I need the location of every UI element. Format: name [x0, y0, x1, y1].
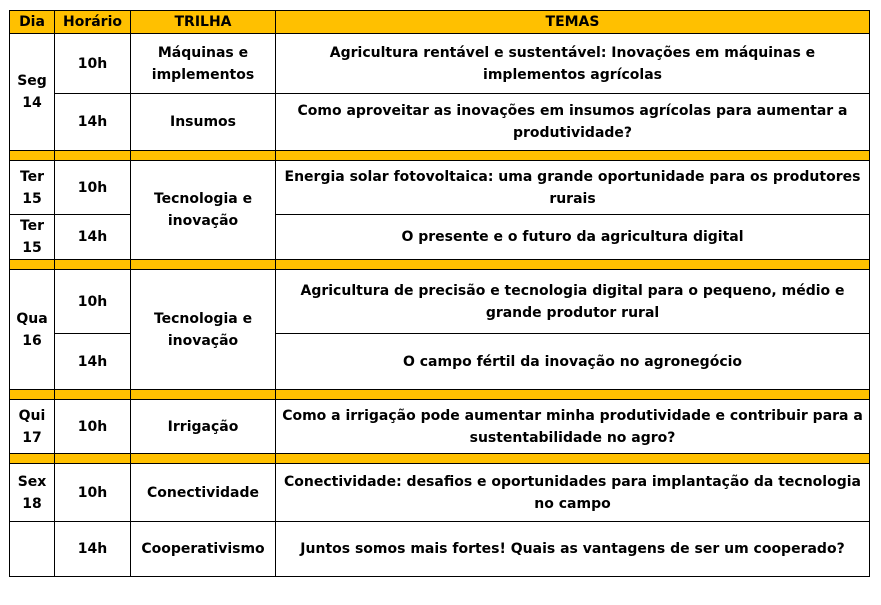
track-cell: Máquinas e implementos [131, 34, 276, 94]
day-cell: Seg 14 [10, 34, 55, 151]
table-row [10, 464, 870, 522]
table-row [10, 94, 870, 151]
day-cell: Sex 18 [10, 464, 55, 522]
separator-row [10, 454, 870, 464]
table-row [10, 34, 870, 94]
theme-cell: Como aproveitar as inovações em insumos agrícolas para aumentar a produtividade? [276, 94, 870, 151]
track-cell: Insumos [131, 94, 276, 151]
theme-cell: Agricultura de precisão e tecnologia digital para o pequeno, médio e grande produtor rural [276, 270, 870, 334]
day-cell [10, 522, 55, 577]
track-cell: Irrigação [131, 400, 276, 454]
theme-cell: Conectividade: desafios e oportunidades para implantação da tecnologia no campo [276, 464, 870, 522]
theme-cell: O presente e o futuro da agricultura digital [276, 215, 870, 260]
time-cell: 14h [55, 522, 131, 577]
theme-cell: Como a irrigação pode aumentar minha produtividade e contribuir para a sustentabilidade no agro? [276, 400, 870, 454]
day-cell: Qui 17 [10, 400, 55, 454]
table-row [10, 161, 870, 215]
theme-cell: Energia solar fotovoltaica: uma grande oportunidade para os produtores rurais [276, 161, 870, 215]
theme-cell: O campo fértil da inovação no agronegócio [276, 334, 870, 390]
day-cell: Ter 15 [10, 215, 55, 260]
time-cell: 10h [55, 464, 131, 522]
theme-cell: Juntos somos mais fortes! Quais as vantagens de ser um cooperado? [276, 522, 870, 577]
track-cell: Tecnologia e inovação [131, 270, 276, 390]
time-cell: 10h [55, 270, 131, 334]
separator-row [10, 151, 870, 161]
time-cell: 14h [55, 215, 131, 260]
track-cell: Conectividade [131, 464, 276, 522]
day-cell: Qua 16 [10, 270, 55, 390]
header-row [10, 11, 870, 34]
separator-row [10, 260, 870, 270]
schedule-table [9, 10, 870, 577]
time-cell: 14h [55, 334, 131, 390]
theme-cell: Agricultura rentável e sustentável: Inovações em máquinas e implementos agrícolas [276, 34, 870, 94]
time-cell: 10h [55, 34, 131, 94]
table-row [10, 522, 870, 577]
separator-row [10, 390, 870, 400]
header-trilha: TRILHA [131, 11, 276, 34]
header-temas: TEMAS [276, 11, 870, 34]
header-dia: Dia [10, 11, 55, 34]
day-cell: Ter 15 [10, 161, 55, 215]
time-cell: 10h [55, 400, 131, 454]
header-horario: Horário [55, 11, 131, 34]
track-cell: Cooperativismo [131, 522, 276, 577]
time-cell: 10h [55, 161, 131, 215]
track-cell: Tecnologia e inovação [131, 161, 276, 260]
table-row [10, 400, 870, 454]
table-row [10, 270, 870, 334]
time-cell: 14h [55, 94, 131, 151]
